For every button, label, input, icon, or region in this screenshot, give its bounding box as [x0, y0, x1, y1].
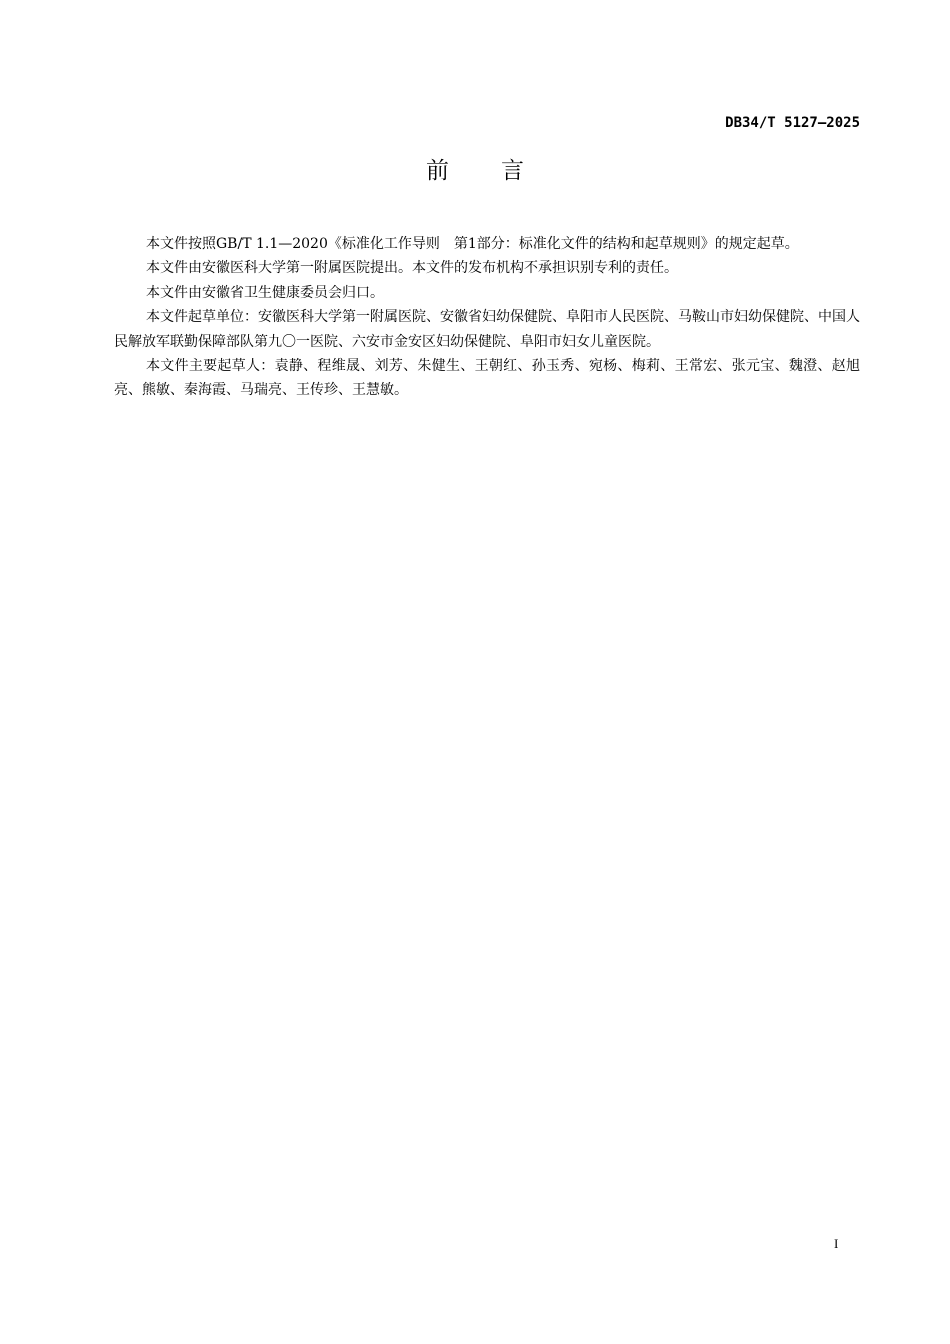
document-code: DB34/T 5127—2025: [725, 115, 860, 131]
title-char-2: 言: [501, 158, 524, 184]
paragraph-proposer: 本文件由安徽医科大学第一附属医院提出。本文件的发布机构不承担识别专利的责任。: [146, 260, 678, 277]
page-number: I: [834, 1236, 839, 1251]
paragraph-drafting-units: 本文件起草单位：安徽医科大学第一附属医院、安徽省妇幼保健院、阜阳市人民医院、马鞍山市妇幼保健院、中国人民解放军联勤保障部队第九〇一医院、六安市金安区妇幼保健院、阜阳市妇女儿童医院。: [114, 309, 860, 350]
page-title: [0, 152, 950, 185]
paragraph-drafting-rules: 本文件按照GB/T 1.1—2020《标准化工作导则 第1部分：标准化文件的结构和起草规则》的规定起草。: [146, 236, 799, 252]
title-char-1: 前: [426, 158, 449, 184]
paragraph-main-drafters: 本文件主要起草人：袁静、程维晟、刘芳、朱健生、王朝红、孙玉秀、宛杨、梅莉、王常宏、张元宝、魏澄、赵旭亮、熊敏、秦海霞、马瑞亮、王传珍、王慧敏。: [114, 358, 860, 399]
paragraph-centralized-by: 本文件由安徽省卫生健康委员会归口。: [146, 284, 384, 301]
foreword-body: [114, 232, 860, 403]
